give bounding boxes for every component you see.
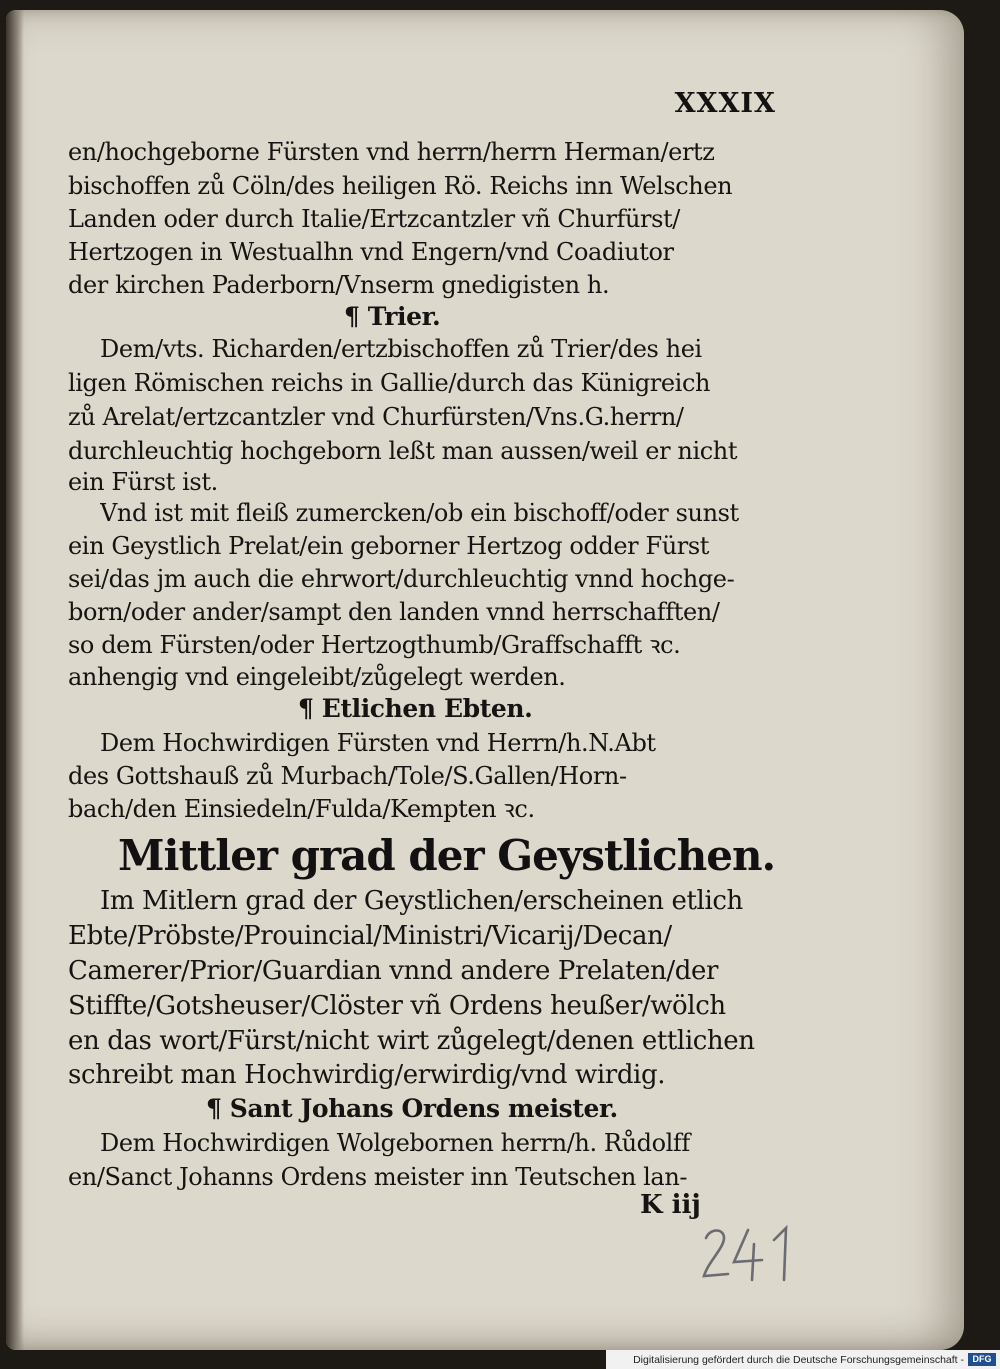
text-line: bischoffen zů Cöln/des heiligen Rö. Reichs inn Welschen	[68, 172, 733, 200]
text-line: Camerer/Prior/Guardian vnnd andere Prelaten/der	[68, 956, 719, 986]
text-line: en/hochgeborne Fürsten vnd herrn/herrn Herman/ertz	[68, 138, 715, 166]
pencil-number-text: 241	[698, 1224, 700, 1225]
text-line: Vnd ist mit fleiß zumercken/ob ein bischoff/oder sunst	[100, 499, 739, 527]
text-line: Im Mitlern grad der Geystlichen/erscheinen etlich	[100, 886, 743, 916]
text-line: en/Sanct Johanns Ordens meister inn Teutschen lan-	[68, 1163, 688, 1191]
chapter-heading: Mittler grad der Geystlichen.	[118, 831, 776, 880]
pencil-page-number	[698, 1224, 818, 1284]
text-line: ligen Römischen reichs in Gallie/durch das Künigreich	[68, 369, 711, 397]
section-heading-trier: ¶ Trier.	[344, 302, 441, 331]
text-line: Ebte/Pröbste/Prouincial/Ministri/Vicarij/Decan/	[68, 921, 672, 951]
text-line: Stiffte/Gotsheuser/Clöster vñ Ordens heußer/wölch	[68, 991, 726, 1021]
text-line: sei/das jm auch die ehrwort/durchleuchtig vnnd hochge-	[68, 565, 735, 593]
folio-number: XXXIX	[674, 88, 776, 119]
footer-credit-text: Digitalisierung gefördert durch die Deutsche Forschungsgemeinschaft -	[633, 1353, 964, 1366]
text-line: bach/den Einsiedeln/Fulda/Kempten ꝛc.	[68, 795, 535, 823]
text-line: Landen oder durch Italie/Ertzcantzler vñ Churfürst/	[68, 205, 680, 233]
text-line: anhengig vnd eingeleibt/zůgelegt werden.	[68, 663, 566, 691]
section-heading-ebten: ¶ Etlichen Ebten.	[298, 694, 533, 723]
text-line: Hertzogen in Westualhn vnd Engern/vnd Coadiutor	[68, 238, 674, 266]
text-line: en das wort/Fürst/nicht wirt zůgelegt/denen ettlichen	[68, 1026, 755, 1056]
text-line: Dem Hochwirdigen Wolgebornen herrn/h. Růdolff	[100, 1129, 690, 1157]
text-line: ein Fürst ist.	[68, 468, 218, 496]
text-line: der kirchen Paderborn/Vnserm gnedigisten h.	[68, 271, 610, 299]
text-line: ein Geystlich Prelat/ein geborner Hertzog odder Fürst	[68, 532, 710, 560]
dfg-logo: DFG	[968, 1353, 996, 1366]
text-line: schreibt man Hochwirdig/erwirdig/vnd wirdig.	[68, 1060, 666, 1090]
text-line: zů Arelat/ertzcantzler vnd Churfürsten/Vns.G.herrn/	[68, 403, 684, 431]
text-line: born/oder ander/sampt den landen vnnd herrschafften/	[68, 598, 720, 626]
signature-mark: K iij	[640, 1190, 701, 1220]
text-line: so dem Fürsten/oder Hertzogthumb/Graffschafft ꝛc.	[68, 631, 681, 659]
page-gutter-edge	[6, 10, 24, 1350]
footer-credit-bar	[606, 1350, 1000, 1369]
section-heading-johans: ¶ Sant Johans Ordens meister.	[206, 1094, 618, 1123]
text-line: des Gottshauß zů Murbach/Tole/S.Gallen/Horn-	[68, 762, 627, 790]
text-line: Dem/vts. Richarden/ertzbischoffen zů Trier/des hei	[100, 335, 702, 363]
text-line: Dem Hochwirdigen Fürsten vnd Herrn/h.N.Abt	[100, 729, 656, 757]
text-line: durchleuchtig hochgeborn leßt man aussen/weil er nicht	[68, 437, 738, 465]
